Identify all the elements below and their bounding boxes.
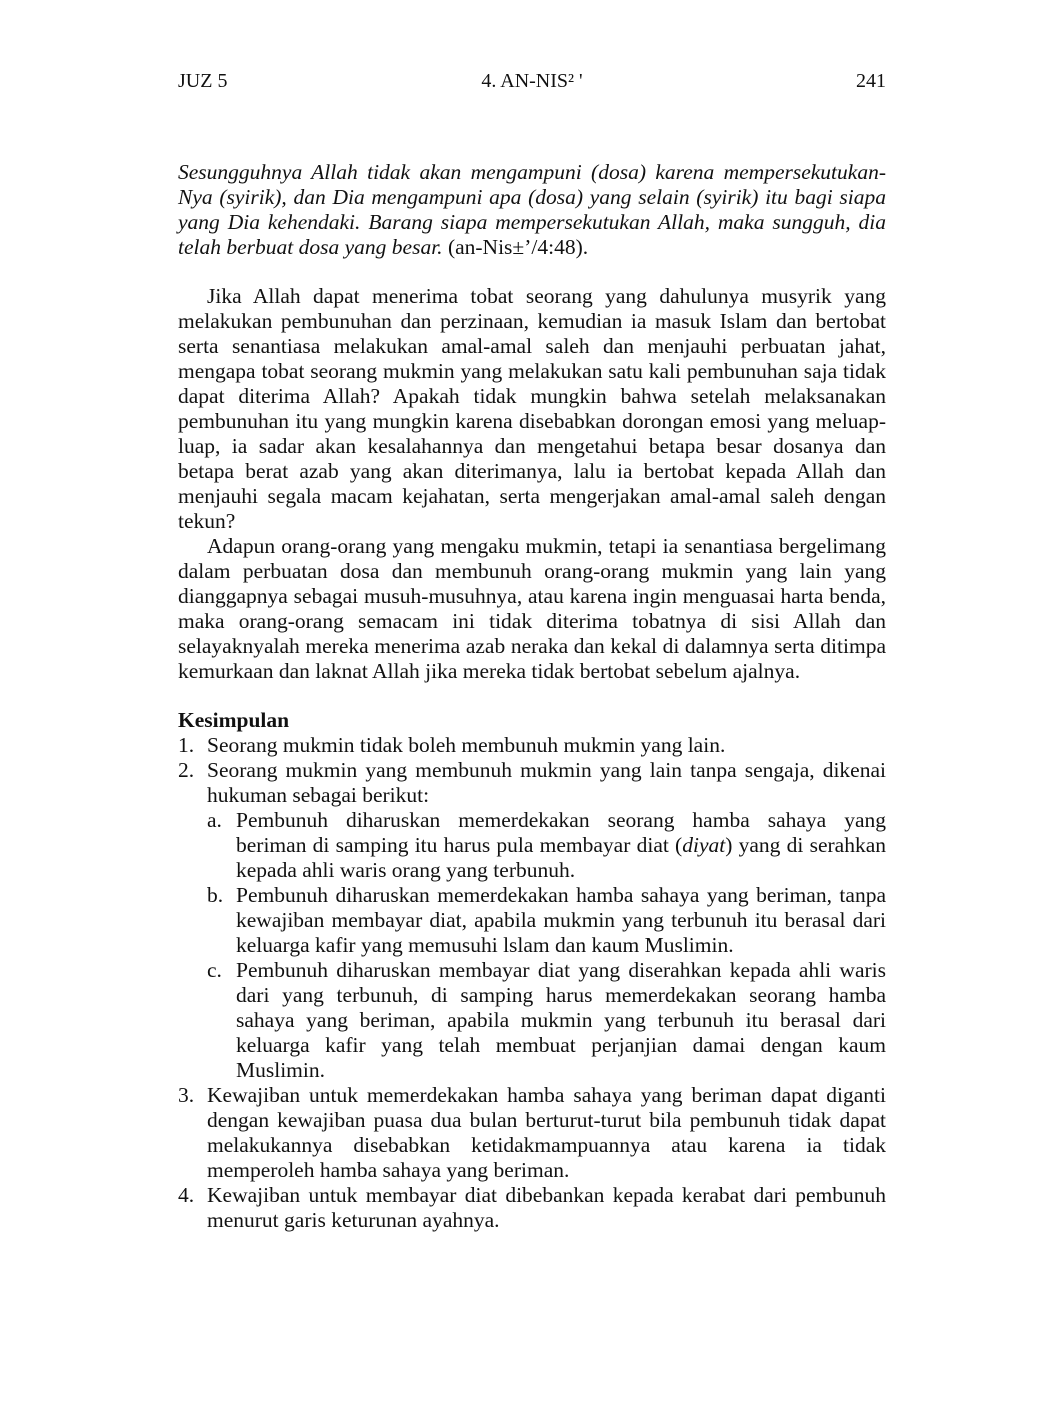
conclusion-list [178,733,886,808]
verse-text: Sesungguhnya Allah tidak akan mengampuni (dosa) karena mempersekutukan-Nya (syirik), dan Dia mengampuni apa (dosa) yang selain (syirik) itu bagi siapa yang Dia kehendaki. Barang siapa mempersekutukan Allah, maka sungguh, dia telah berbuat dosa yang besar. [178,160,886,259]
page [178,70,886,1233]
list-number: 4. [178,1183,195,1207]
list-item [178,733,886,758]
list-number: 3. [178,1083,195,1107]
page-number: 241 [856,70,886,92]
list-item-text: Kewajiban untuk memerdekakan hamba sahaya yang beriman dapat diganti dengan kewajiban puasa dua bulan berturut-turut bila pembunuh tidak dapat melakukannya disebabkan ketidakmampuannya atau karena ia tidak memperoleh hamba sahaya yang beriman. [207,1083,886,1182]
verse-reference: (an-Nis±’/4:48). [442,235,589,259]
sub-list-text: Pembunuh diharuskan memerdekakan seorang hamba sahaya yang beriman di samping itu harus pula membayar diat (diyat) yang di serahkan kepada ahli waris orang yang terbunuh. [236,808,886,882]
list-item-text: Seorang mukmin tidak boleh membunuh mukmin yang lain. [207,733,726,757]
sub-list-letter: b. [207,883,224,907]
sub-list-text: Pembunuh diharuskan memerdekakan hamba sahaya yang beriman, tanpa kewajiban membayar diat, apabila mukmin yang terbunuh itu berasal dari keluarga kafir yang memusuhi lslam dan kaum Muslimin. [236,883,886,957]
sub-list-letter: c. [207,958,222,982]
list-item-text: Kewajiban untuk membayar diat dibebankan kepada kerabat dari pembunuh menurut garis keturunan ayahnya. [207,1183,886,1232]
section-heading: Kesimpulan [178,708,290,732]
conclusion-list-continued [178,1083,886,1233]
sub-list [178,808,886,1083]
list-number: 2. [178,758,195,782]
list-number: 1. [178,733,195,757]
sub-list-letter: a. [207,808,222,832]
running-header [178,70,886,104]
sub-list-item [207,883,886,958]
italic-term: diyat [682,833,726,857]
verse-translation [178,160,886,260]
juz-label: JUZ 5 [178,70,228,92]
sub-list-text: Pembunuh diharuskan membayar diat yang diserahkan kepada ahli waris dari yang terbunuh, di samping harus memerdekakan seorang hamba sahaya yang beriman, apabila mukmin yang terbunuh itu berasal dari keluarga kafir yang telah membuat perjanjian damai dengan kaum Muslimin. [236,958,886,1082]
list-item [178,1083,886,1183]
list-item [178,758,886,808]
list-item [178,1183,886,1233]
paragraph: Adapun orang-orang yang mengaku mukmin, tetapi ia senantiasa bergelimang dalam perbuatan dosa dan membunuh orang-orang mukmin yang lain yang dianggapnya sebagai musuh-musuhnya, atau karena ingin menguasai harta benda, maka orang-orang semacam ini tidak diterima tobatnya di sisi Allah dan selayaknyalah mereka menerima azab neraka dan kekal di dalamnya serta ditimpa kemurkaan dan laknat Allah jika mereka tidak bertobat sebelum ajalnya. [178,534,886,683]
sub-list-item [207,808,886,883]
paragraph: Jika Allah dapat menerima tobat seorang yang dahulunya musyrik yang melakukan pembunuhan dan perzinaan, kemudian ia masuk Islam dan bertobat serta senantiasa melakukan amal-amal saleh dan menjauhi perbuatan jahat, mengapa tobat seorang mukmin yang melakukan satu kali pembunuhan saja tidak dapat diterima Allah? Apakah tidak mungkin bahwa setelah melaksanakan pembunuhan itu yang mungkin karena disebabkan dorongan emosi yang meluap-luap, ia sadar akan kesalahannya dan mengetahui betapa besar dosanya dan betapa berat azab yang akan diterimanya, lalu ia bertobat kepada Allah dan menjauhi segala macam kejahatan, serta mengerjakan amal-amal saleh dengan tekun? [178,284,886,533]
sub-list-item [207,958,886,1083]
list-item-text: Seorang mukmin yang membunuh mukmin yang lain tanpa sengaja, dikenai hukuman sebagai berikut: [207,758,886,807]
surah-title: 4. AN-NIS² ' [481,70,583,92]
